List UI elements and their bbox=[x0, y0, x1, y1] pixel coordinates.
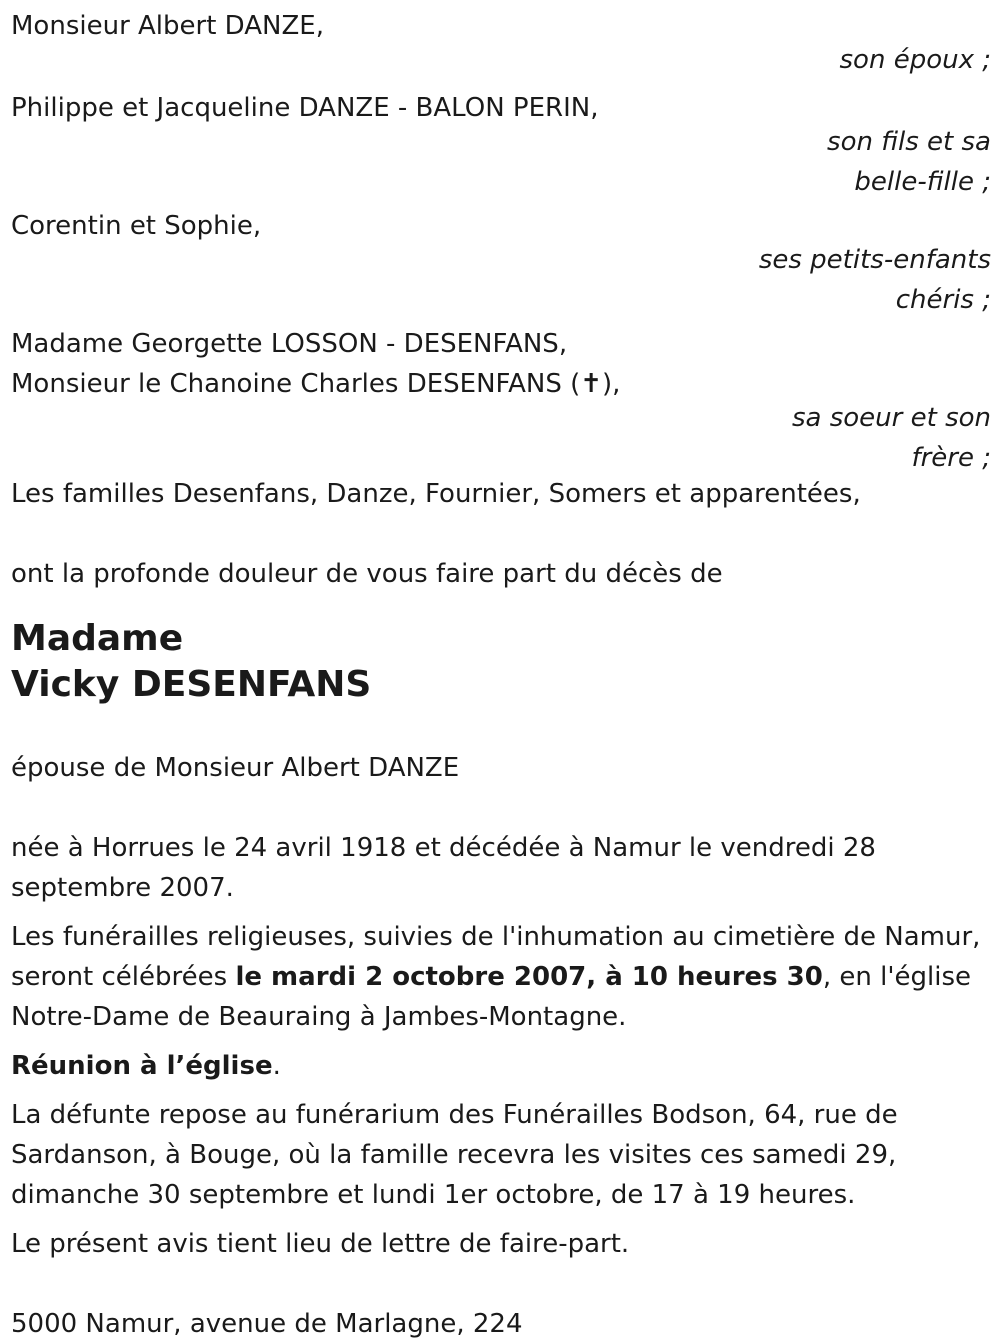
funeral-line-3: Notre-Dame de Beauraing à Jambes-Montagne. bbox=[11, 1002, 627, 1032]
spouse-line: épouse de Monsieur Albert DANZE bbox=[11, 753, 460, 783]
children-relation-line-2: belle-fille ; bbox=[854, 167, 991, 197]
obituary-notice bbox=[11, 6, 991, 1344]
extended-families: Les familles Desenfans, Danze, Fournier, Somers et apparentées, bbox=[11, 479, 861, 509]
grandchildren-relation-line-2: chéris ; bbox=[895, 285, 991, 315]
deceased-name-block bbox=[11, 616, 991, 708]
visitation-line-1: La défunte repose au funérarium des Funérailles Bodson, 64, rue de bbox=[11, 1100, 898, 1130]
children-names: Philippe et Jacqueline DANZE - BALON PERIN, bbox=[11, 93, 599, 123]
funeral-paragraph bbox=[11, 917, 991, 1037]
siblings-block bbox=[11, 324, 991, 478]
funeral-line-2-end: , en l'église bbox=[822, 962, 971, 992]
funeral-date-time: le mardi 2 octobre 2007, à 10 heures 30 bbox=[235, 962, 823, 992]
visitation-line-2: Sardanson, à Bouge, où la famille recevra les visites ces samedi 29, bbox=[11, 1140, 897, 1170]
funeral-line-2-start: seront célébrées bbox=[11, 962, 236, 992]
siblings-relation-line-2: frère ; bbox=[911, 443, 991, 473]
notice-text: Le présent avis tient lieu de lettre de faire-part. bbox=[11, 1229, 630, 1259]
grandchildren-relation-line-1: ses petits-enfants bbox=[758, 245, 991, 275]
birth-death-paragraph bbox=[11, 828, 991, 908]
spouse-block bbox=[11, 6, 991, 80]
deceased-name: Vicky DESENFANS bbox=[11, 664, 372, 705]
spouse-name: Monsieur Albert DANZE, bbox=[11, 11, 324, 41]
children-relation-line-1: son fils et sa bbox=[827, 127, 991, 157]
birth-death-line-2: septembre 2007. bbox=[11, 873, 234, 903]
funeral-line-2 bbox=[11, 957, 991, 997]
notice-paragraph bbox=[11, 1224, 991, 1264]
grandchildren-block bbox=[11, 206, 991, 320]
deceased-title: Madame bbox=[11, 618, 184, 659]
grandchildren-names: Corentin et Sophie, bbox=[11, 211, 262, 241]
visitation-paragraph bbox=[11, 1095, 991, 1215]
children-block bbox=[11, 88, 991, 202]
birth-death-line-1: née à Horrues le 24 avril 1918 et décédée à Namur le vendredi 28 bbox=[11, 833, 876, 863]
meeting-place: Réunion à l’église bbox=[11, 1051, 273, 1081]
meeting-period: . bbox=[272, 1051, 281, 1081]
siblings-relation-line-1: sa soeur et son bbox=[791, 403, 991, 433]
spouse-relation: son époux ; bbox=[839, 45, 991, 75]
sibling-name-1: Madame Georgette LOSSON - DESENFANS, bbox=[11, 329, 568, 359]
announcement-text: ont la profonde douleur de vous faire part du décès de bbox=[11, 559, 723, 589]
address-line: 5000 Namur, avenue de Marlagne, 224 bbox=[11, 1309, 523, 1339]
visitation-line-3: dimanche 30 septembre et lundi 1er octobre, de 17 à 19 heures. bbox=[11, 1180, 856, 1210]
sibling-name-2: Monsieur le Chanoine Charles DESENFANS (✝), bbox=[11, 369, 621, 399]
meeting-paragraph bbox=[11, 1046, 991, 1086]
funeral-line-1: Les funérailles religieuses, suivies de l'inhumation au cimetière de Namur, bbox=[11, 922, 981, 952]
